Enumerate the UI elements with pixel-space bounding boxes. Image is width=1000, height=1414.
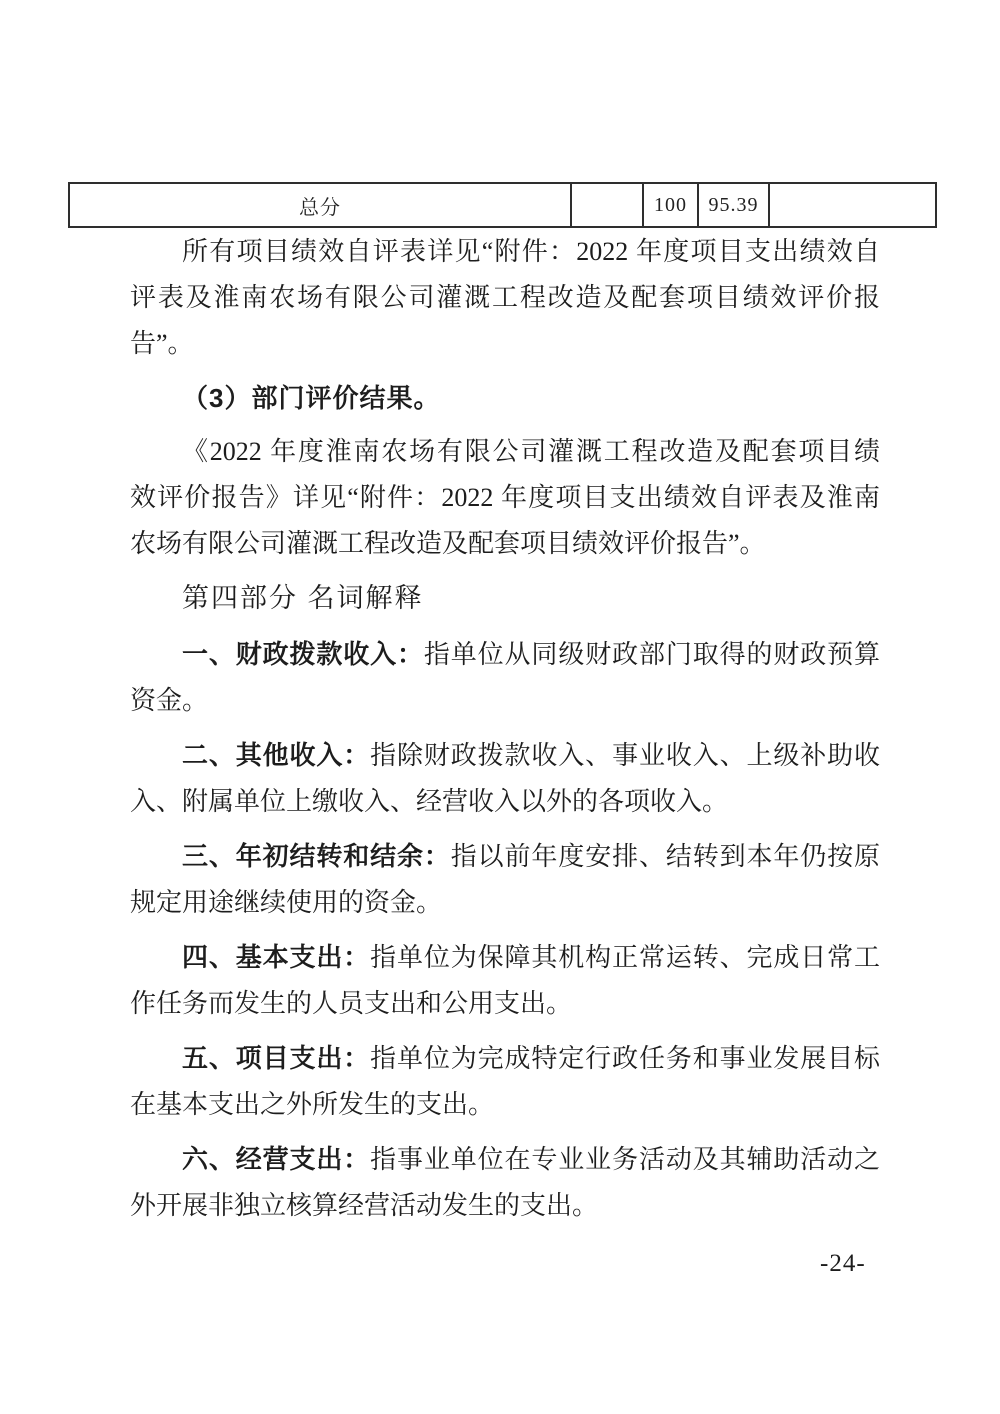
definition-term: 五、项目支出： bbox=[182, 1043, 371, 1073]
definition-line: 在基本支出之外所发生的支出。 bbox=[130, 1090, 495, 1119]
paragraph-line: 评表及淮南农场有限公司灌溉工程改造及配套项目绩效评价报 bbox=[130, 283, 880, 312]
paragraph-line: 所有项目绩效自评表详见“附件：2022 年度项目支出绩效自 bbox=[182, 237, 880, 266]
paragraph-self-evaluation bbox=[130, 229, 880, 367]
definition-term: 三、年初结转和结余： bbox=[182, 841, 451, 871]
definition-text: 指单位为完成特定行政任务和事业发展目标 bbox=[370, 1044, 880, 1073]
definition-project-expenditure bbox=[130, 1035, 880, 1128]
paragraph-line: 告”。 bbox=[130, 329, 194, 358]
definition-basic-expenditure bbox=[130, 934, 880, 1027]
definition-term: 一、财政拨款收入： bbox=[182, 639, 424, 669]
definition-text: 指事业单位在专业业务活动及其辅助活动之 bbox=[370, 1145, 880, 1174]
empty-cell bbox=[769, 183, 936, 227]
section-heading-glossary: 第四部分 名词解释 bbox=[182, 583, 424, 613]
definition-line bbox=[130, 732, 880, 779]
definition-line bbox=[130, 631, 880, 678]
definition-term: 四、基本支出： bbox=[182, 942, 371, 972]
heading-department-evaluation: （3）部门评价结果。 bbox=[182, 383, 441, 413]
paragraph-line: 《2022 年度淮南农场有限公司灌溉工程改造及配套项目绩 bbox=[182, 437, 880, 466]
definition-text: 指单位为保障其机构正常运转、完成日常工 bbox=[370, 943, 880, 972]
definition-line bbox=[130, 934, 880, 981]
total-score-label-cell: 总分 bbox=[69, 183, 571, 227]
definition-line: 入、附属单位上缴收入、经营收入以外的各项收入。 bbox=[130, 787, 729, 816]
definition-line bbox=[130, 1136, 880, 1183]
score-table bbox=[68, 182, 937, 228]
definition-text: 指以前年度安排、结转到本年仍按原 bbox=[450, 842, 880, 871]
definition-term: 六、经营支出： bbox=[182, 1144, 371, 1174]
paragraph-line: 农场有限公司灌溉工程改造及配套项目绩效评价报告”。 bbox=[130, 529, 766, 558]
table-row bbox=[69, 183, 936, 227]
definition-line: 规定用途继续使用的资金。 bbox=[130, 888, 443, 917]
paragraph-department-report bbox=[130, 429, 880, 567]
paragraph-line: 效评价报告》详见“附件：2022 年度项目支出绩效自评表及淮南 bbox=[130, 483, 880, 512]
max-score-cell: 100 bbox=[643, 183, 698, 227]
definition-line: 资金。 bbox=[130, 686, 209, 715]
score-value-cell: 95.39 bbox=[698, 183, 769, 227]
definition-carryover-balance bbox=[130, 833, 880, 926]
empty-cell bbox=[571, 183, 643, 227]
definition-text: 指单位从同级财政部门取得的财政预算 bbox=[423, 640, 880, 669]
definition-fiscal-appropriation-income bbox=[130, 631, 880, 724]
definition-line bbox=[130, 833, 880, 880]
definition-operating-expenditure bbox=[130, 1136, 880, 1229]
definition-line: 外开展非独立核算经营活动发生的支出。 bbox=[130, 1191, 599, 1220]
page-number: -24- bbox=[820, 1250, 866, 1277]
definition-term: 二、其他收入： bbox=[182, 740, 371, 770]
definition-line: 作任务而发生的人员支出和公用支出。 bbox=[130, 989, 573, 1018]
definition-line bbox=[130, 1035, 880, 1082]
definition-text: 指除财政拨款收入、事业收入、上级补助收 bbox=[370, 741, 880, 770]
definition-other-income bbox=[130, 732, 880, 825]
document-body bbox=[130, 229, 880, 1237]
